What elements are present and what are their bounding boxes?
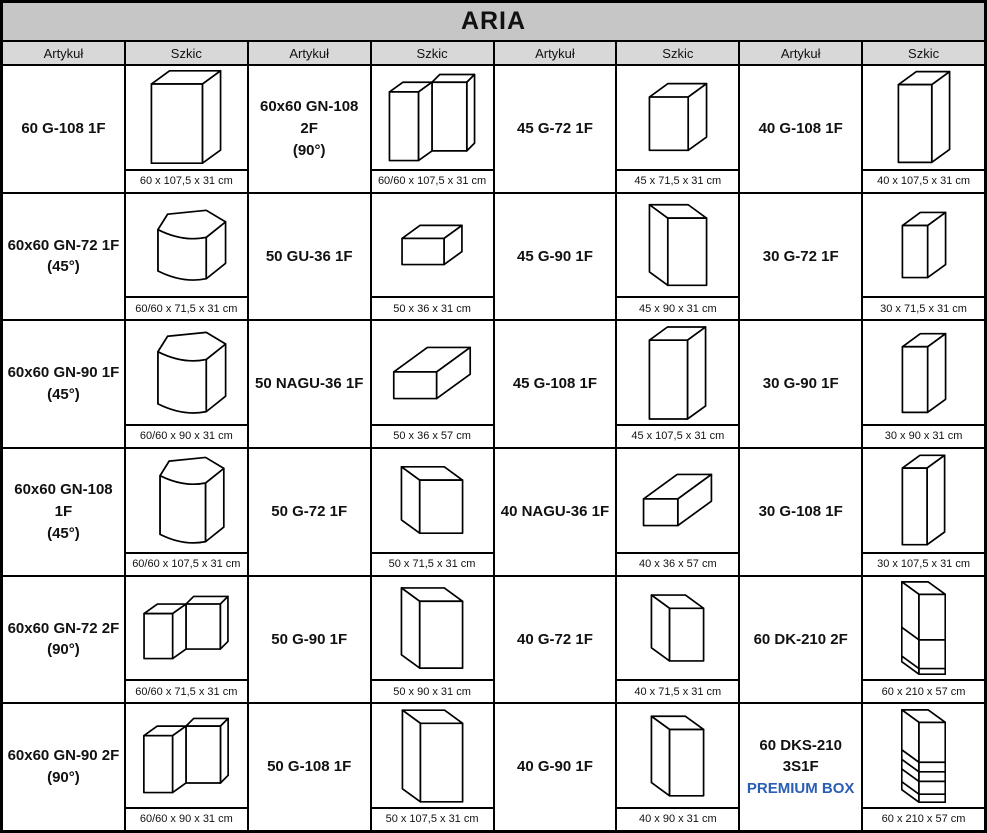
column-header-sketch: Szkic (372, 42, 493, 64)
article-cell (740, 704, 861, 830)
dimensions-label: 30 x 71,5 x 31 cm (863, 296, 984, 319)
dimensions-label: 45 x 90 x 31 cm (617, 296, 738, 319)
cabinet-sketch-icon (617, 577, 738, 680)
dimensions-label: 50 x 90 x 31 cm (372, 679, 493, 702)
column-header-article: Artykuł (249, 42, 370, 64)
column-header-article: Artykuł (740, 42, 861, 64)
dimensions-label: 60 x 210 x 57 cm (863, 679, 984, 702)
article-code: 40 G-90 1F (517, 758, 593, 776)
article-cell (495, 577, 616, 703)
article-cell (495, 449, 616, 575)
dimensions-label: 60/60 x 107,5 x 31 cm (126, 552, 247, 575)
dimensions-label: 30 x 107,5 x 31 cm (863, 552, 984, 575)
dimensions-label: 40 x 71,5 x 31 cm (617, 679, 738, 702)
article-code: 40 G-72 1F (517, 630, 593, 648)
cabinet-sketch-icon (372, 577, 493, 680)
article-code: 45 G-108 1F (512, 375, 598, 393)
cabinet-sketch-icon (372, 66, 493, 169)
sketch-cell (126, 194, 247, 320)
cabinet-sketch-icon (372, 704, 493, 807)
article-cell (740, 194, 861, 320)
article-code: 30 G-72 1F (762, 247, 839, 265)
sketch-cell (617, 449, 738, 575)
sketch-cell (617, 704, 738, 830)
column-header-article: Artykuł (3, 42, 124, 64)
article-note: (90°) (47, 769, 80, 787)
article-cell (495, 66, 616, 192)
sketch-cell (617, 321, 738, 447)
dimensions-label: 50 x 36 x 57 cm (372, 424, 493, 447)
cabinet-sketch-icon (617, 66, 738, 169)
cabinet-sketch-icon (617, 449, 738, 552)
dimensions-label: 60/60 x 107,5 x 31 cm (372, 169, 493, 192)
cabinet-sketch-icon (617, 704, 738, 807)
article-code: 50 G-90 1F (271, 630, 348, 648)
article-note: (45°) (47, 524, 80, 542)
sketch-cell (863, 704, 984, 830)
article-cell (249, 194, 370, 320)
series-title: ARIA (3, 3, 984, 40)
dimensions-label: 50 x 71,5 x 31 cm (372, 552, 493, 575)
sketch-cell (372, 704, 493, 830)
article-code: 50 G-72 1F (271, 502, 348, 520)
article-code: 30 G-90 1F (762, 375, 839, 393)
sketch-cell (372, 194, 493, 320)
article-cell (3, 194, 124, 320)
article-cell (495, 704, 616, 830)
article-note: (90°) (292, 141, 326, 159)
sketch-cell (863, 66, 984, 192)
sketch-cell (863, 321, 984, 447)
cabinet-sketch-icon (372, 449, 493, 552)
article-code: 40 NAGU-36 1F (500, 502, 610, 520)
dimensions-label: 60/60 x 71,5 x 31 cm (126, 679, 247, 702)
article-code: 60 G-108 1F (21, 119, 106, 137)
cabinet-sketch-icon (372, 194, 493, 297)
sketch-cell (863, 577, 984, 703)
cabinet-sketch-icon (863, 704, 984, 807)
article-cell (249, 704, 370, 830)
cabinet-sketch-icon (126, 194, 247, 297)
sketch-cell (372, 66, 493, 192)
article-code: 60x60 GN-72 1F (7, 236, 120, 254)
cabinet-sketch-icon (126, 577, 247, 680)
article-code: 60 DK-210 2F (753, 630, 848, 648)
sketch-cell (126, 449, 247, 575)
dimensions-label: 60 x 107,5 x 31 cm (126, 169, 247, 192)
column-header-sketch: Szkic (863, 42, 984, 64)
article-code: 50 G-108 1F (267, 758, 352, 776)
article-note: (45°) (47, 258, 80, 276)
article-code: 30 G-108 1F (758, 502, 843, 520)
article-code: 45 G-72 1F (517, 119, 593, 137)
sketch-cell (617, 66, 738, 192)
sketch-cell (126, 577, 247, 703)
article-cell (249, 577, 370, 703)
article-cell (249, 66, 370, 192)
dimensions-label: 60/60 x 71,5 x 31 cm (126, 296, 247, 319)
cabinet-sketch-icon (863, 66, 984, 169)
article-code: 60x60 GN-72 2F (7, 619, 120, 637)
cabinet-sketch-icon (372, 321, 493, 424)
dimensions-label: 50 x 107,5 x 31 cm (372, 807, 493, 830)
sketch-cell (126, 321, 247, 447)
article-code: 50 NAGU-36 1F (255, 375, 364, 393)
article-code: 60x60 GN-108 2F (259, 98, 359, 137)
column-header-sketch: Szkic (617, 42, 738, 64)
article-cell (249, 449, 370, 575)
article-cell (3, 321, 124, 447)
article-code: 45 G-90 1F (517, 247, 593, 265)
column-header-sketch: Szkic (126, 42, 247, 64)
article-cell (3, 66, 124, 192)
dimensions-label: 60/60 x 90 x 31 cm (126, 424, 247, 447)
cabinet-sketch-icon (126, 704, 247, 807)
cabinet-sketch-icon (863, 577, 984, 680)
dimensions-label: 40 x 36 x 57 cm (617, 552, 738, 575)
cabinet-sketch-icon (617, 321, 738, 424)
dimensions-label: 40 x 90 x 31 cm (617, 807, 738, 830)
sketch-cell (126, 704, 247, 830)
cabinet-sketch-icon (863, 194, 984, 297)
sketch-cell (863, 449, 984, 575)
dimensions-label: 45 x 107,5 x 31 cm (617, 424, 738, 447)
article-cell (495, 194, 616, 320)
article-cell (740, 321, 861, 447)
article-cell (740, 449, 861, 575)
dimensions-label: 30 x 90 x 31 cm (863, 424, 984, 447)
article-cell (3, 577, 124, 703)
sketch-cell (617, 577, 738, 703)
sketch-cell (863, 194, 984, 320)
article-code: 40 G-108 1F (758, 119, 843, 137)
article-code: 50 GU-36 1F (265, 247, 353, 265)
article-code: 60x60 GN-90 1F (7, 364, 120, 382)
dimensions-label: 50 x 36 x 31 cm (372, 296, 493, 319)
article-cell (740, 577, 861, 703)
cabinet-sketch-icon (126, 449, 247, 552)
sketch-cell (126, 66, 247, 192)
article-note: (90°) (47, 641, 80, 659)
premium-box-label: PREMIUM BOX (746, 780, 855, 798)
dimensions-label: 40 x 107,5 x 31 cm (863, 169, 984, 192)
sketch-cell (372, 321, 493, 447)
sketch-cell (372, 449, 493, 575)
article-code: 60x60 GN-90 2F (7, 747, 120, 765)
cabinet-sketch-icon (863, 449, 984, 552)
cabinet-sketch-icon (863, 321, 984, 424)
cabinet-sketch-icon (126, 66, 247, 169)
article-cell (3, 449, 124, 575)
column-header-article: Artykuł (495, 42, 616, 64)
cabinet-sketch-icon (126, 321, 247, 424)
article-cell (249, 321, 370, 447)
sketch-cell (617, 194, 738, 320)
article-note: (45°) (47, 386, 80, 404)
article-cell (740, 66, 861, 192)
article-code: 60 DKS-210 3S1F (759, 736, 842, 776)
article-cell (3, 704, 124, 830)
dimensions-label: 60/60 x 90 x 31 cm (126, 807, 247, 830)
article-code: 60x60 GN-108 1F (14, 481, 113, 520)
sketch-cell (372, 577, 493, 703)
dimensions-label: 60 x 210 x 57 cm (863, 807, 984, 830)
dimensions-label: 45 x 71,5 x 31 cm (617, 169, 738, 192)
cabinet-sketch-icon (617, 194, 738, 297)
article-cell (495, 321, 616, 447)
